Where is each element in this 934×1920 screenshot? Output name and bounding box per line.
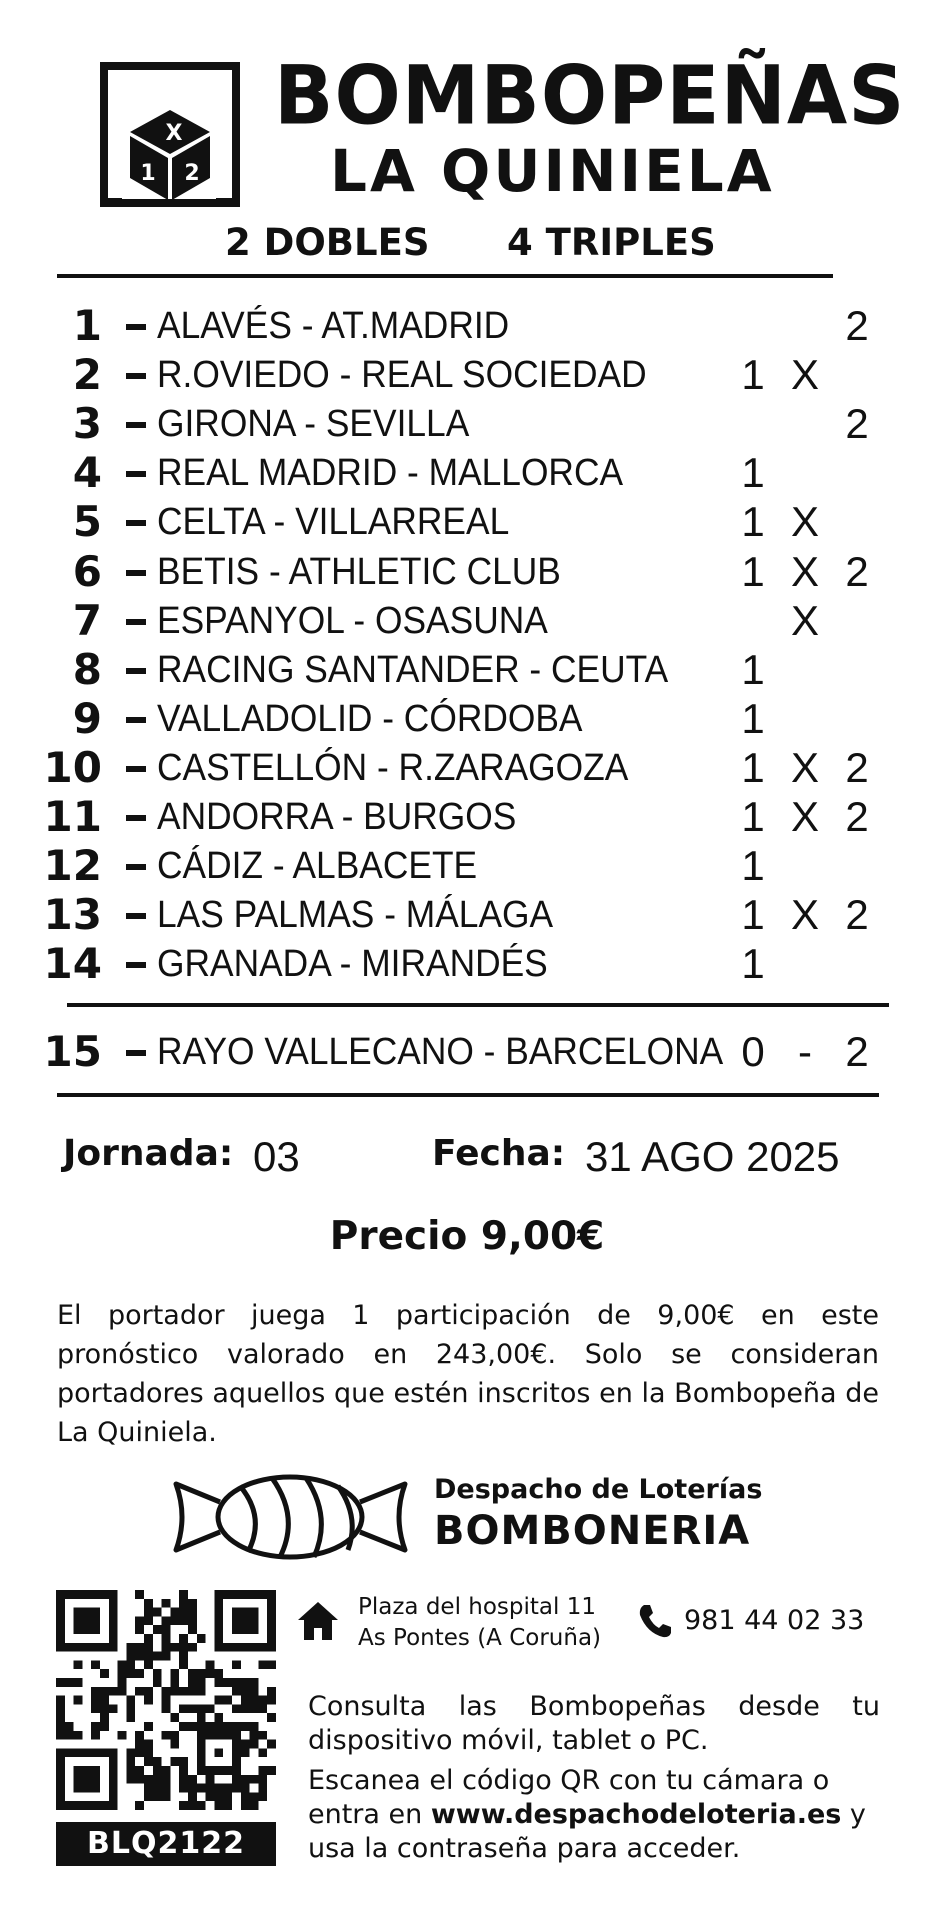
match-row [0,302,934,350]
fecha-value: 31 AGO 2025 [585,1133,840,1180]
candy-icon [168,1472,413,1562]
match-number: 7 [72,596,102,645]
match-number: 8 [72,645,102,694]
pleno-row [0,1028,934,1076]
pick-1: 1 [741,793,765,840]
fecha-label: Fecha: [432,1133,566,1174]
match-row [0,793,934,841]
match-teams: BETIS - ATHLETIC CLUB [157,551,561,593]
pick-1: 1 [741,449,765,496]
row-dash [126,471,146,477]
qr-code [56,1590,276,1810]
pick-1: 1 [741,695,765,742]
row-dash [126,962,146,968]
match-number: 4 [72,448,102,497]
despacho-label: Despacho de Loterías [434,1474,763,1505]
match-number: 3 [72,399,102,448]
jornada-label: Jornada: [63,1133,234,1174]
row-dash [126,913,146,919]
match-row [0,548,934,596]
match-row [0,351,934,399]
match-row [0,449,934,497]
scan-suffix: y usa la contraseña para acceder. [308,1799,866,1864]
match-teams: VALLADOLID - CÓRDOBA [157,698,583,740]
row-dash [126,864,146,870]
pick-1: 1 [741,744,765,791]
match-teams: CASTELLÓN - R.ZARAGOZA [157,747,629,789]
pick-x: X [790,793,819,840]
match-number: 15 [43,1027,102,1076]
pick-2: 2 [845,302,869,349]
cube-face-right: 2 [184,161,200,186]
jornada-value: 03 [253,1133,300,1180]
cube-face-top: X [165,121,183,146]
match-teams: CÁDIZ - ALBACETE [157,845,478,887]
pick-1: 1 [741,646,765,693]
match-number: 6 [72,547,102,596]
scan-prefix: Escanea el código QR con tu cámara o entra en [308,1765,830,1830]
match-teams: LAS PALMAS - MÁLAGA [157,894,554,936]
home-icon [296,1600,340,1642]
scan-instructions [308,1764,880,1866]
row-dash [126,422,146,428]
pick-x: X [790,744,819,791]
pick-1: 1 [741,548,765,595]
address-line-2: As Pontes (A Coruña) [358,1625,602,1651]
price-label: Precio 9,00€ [329,1214,605,1259]
match-teams: CELTA - VILLARREAL [157,501,510,543]
phone-number: 981 44 02 33 [684,1605,865,1636]
match-teams: REAL MADRID - MALLORCA [157,452,624,494]
row-dash [126,520,146,526]
match-row [0,597,934,645]
triples-count: 4 TRIPLES [507,221,716,264]
pick-x: X [790,891,819,938]
match-number: 9 [72,694,102,743]
cube-face-left: 1 [140,161,156,186]
brand-title: BOMBOPEÑAS [274,49,906,144]
row-dash [126,373,146,379]
address [358,1592,601,1654]
match-teams: GRANADA - MIRANDÉS [157,943,548,985]
match-row [0,646,934,694]
disclaimer-text: El portador juega 1 participación de 9,00€ en este pronóstico valorado en 243,00€. Solo se consideran portadores aquellos que estén inscritos en la Bombopeña de La Quiniela. [57,1300,879,1448]
row-dash [126,668,146,674]
pick-1: 1 [741,351,765,398]
row-dash [126,815,146,821]
match-number: 10 [43,743,102,792]
match-row [0,891,934,939]
address-line-1: Plaza del hospital 11 [358,1594,596,1620]
row-dash [126,324,146,330]
phone-icon [637,1603,673,1639]
pleno-separator: - [798,1028,812,1075]
match-number: 5 [72,497,102,546]
divider-pleno-bottom [57,1093,879,1097]
divider-pleno-top [67,1003,889,1007]
pick-x: X [790,498,819,545]
match-number: 1 [72,301,102,350]
pick-x: X [790,548,819,595]
pick-1: 1 [741,891,765,938]
match-row [0,940,934,988]
pick-2: 2 [845,744,869,791]
dobles-count: 2 DOBLES [225,221,430,264]
row-dash [126,766,146,772]
consulta-text: Consulta las Bombopeñas desde tu dispositivo móvil, tablet o PC. [308,1691,880,1756]
match-row [0,842,934,890]
pick-2: 2 [845,548,869,595]
pick-x: X [790,351,819,398]
match-number: 13 [43,890,102,939]
match-row [0,744,934,792]
pick-x: X [790,597,819,644]
pick-1: 1 [741,842,765,889]
pick-1: 1 [741,940,765,987]
access-code-badge: BLQ2122 [56,1822,276,1866]
pleno-home-score: 0 [741,1028,765,1075]
pick-2: 2 [845,793,869,840]
match-teams: RACING SANTANDER - CEUTA [157,649,669,691]
bomboneria-brand: BOMBONERIA [434,1508,751,1554]
match-number: 11 [43,792,102,841]
match-row [0,498,934,546]
row-dash [126,1050,146,1056]
match-teams: ANDORRA - BURGOS [157,796,517,838]
match-teams: RAYO VALLECANO - BARCELONA [157,1031,724,1073]
pick-1: 1 [741,498,765,545]
match-number: 14 [43,939,102,988]
match-teams: GIRONA - SEVILLA [157,403,470,445]
website-link[interactable]: www.despachodeloteria.es [430,1799,842,1830]
match-teams: ALAVÉS - AT.MADRID [157,305,510,347]
match-row [0,695,934,743]
page-subtitle: LA QUINIELA [330,137,775,205]
match-teams: R.OVIEDO - REAL SOCIEDAD [157,354,647,396]
row-dash [126,570,146,576]
pleno-away-score: 2 [845,1028,869,1075]
match-number: 2 [72,350,102,399]
pick-2: 2 [845,400,869,447]
match-number: 12 [43,841,102,890]
cube-1x2-icon [100,62,240,207]
pick-2: 2 [845,891,869,938]
row-dash [126,619,146,625]
match-row [0,400,934,448]
divider-top [57,274,833,278]
match-teams: ESPANYOL - OSASUNA [157,600,548,642]
row-dash [126,717,146,723]
